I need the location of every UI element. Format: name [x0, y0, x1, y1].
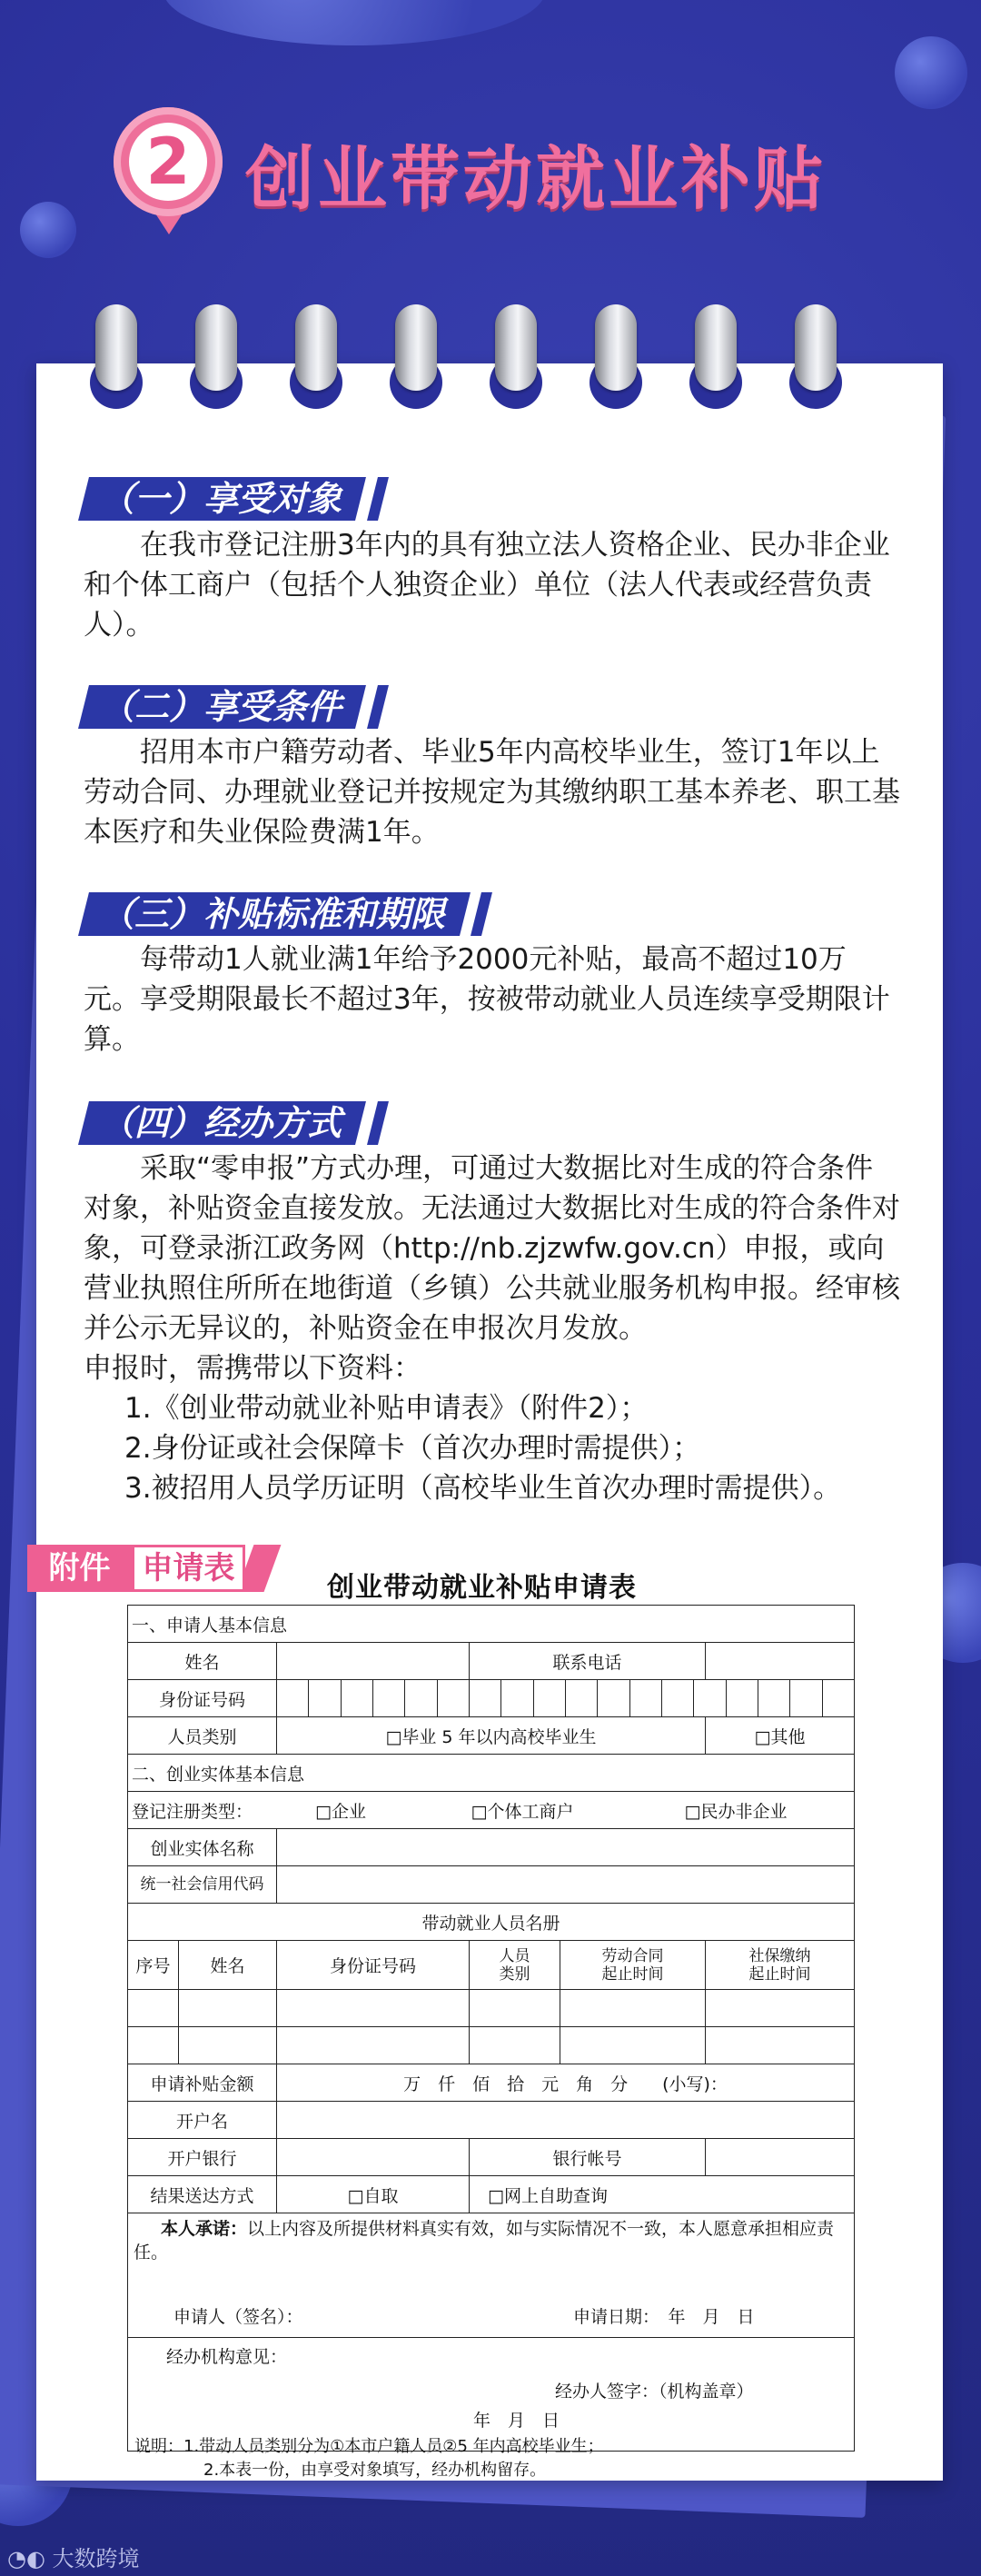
material-item: 3.被招用人员学历证明（高校毕业生首次办理时需提供）。 — [124, 1472, 842, 1505]
watermark-logo — [7, 2541, 140, 2572]
apply-date[interactable]: 申请日期： 年 月 日 — [573, 2307, 755, 2327]
reg-type-row — [128, 1792, 855, 1829]
agent-signature[interactable]: 经办人签字：（机构盖章） — [555, 2382, 754, 2402]
binder-ring-icon — [795, 304, 837, 409]
materials-intro: 申报时，需携带以下资料： — [84, 1352, 421, 1385]
note-line: 2.本表一份，由享受对象填写，经办机构留存。 — [203, 2461, 547, 2480]
entity-name-field[interactable] — [277, 1829, 855, 1866]
agency-cell — [128, 2338, 855, 2452]
name-field[interactable] — [277, 1643, 470, 1680]
promise-cell — [128, 2213, 855, 2338]
pickup-checkbox[interactable]: □自取 — [277, 2176, 470, 2213]
binder-ring-icon — [395, 304, 437, 409]
col-header: 劳动合同 起止时间 — [560, 1941, 706, 1990]
id-number-field[interactable] — [277, 1680, 855, 1717]
id-number-label: 身份证号码 — [128, 1680, 277, 1717]
binder-ring-icon — [495, 304, 537, 409]
note-line: 说明：1.带动人员类别分为①本市户籍人员②5 年内高校毕业生； — [134, 2437, 604, 2456]
roster-heading: 带动就业人员名册 — [128, 1904, 855, 1941]
form-title: 创业带动就业补贴申请表 — [327, 1572, 637, 1604]
table-row[interactable] — [128, 2027, 855, 2064]
binder-ring-icon — [295, 304, 337, 409]
section-number: 2 — [129, 123, 207, 201]
binder-ring-icon — [695, 304, 737, 409]
binder-ring-icon — [595, 304, 637, 409]
agency-opinion-label: 经办机构意见： — [166, 2347, 288, 2367]
section-body-3: 每带动1人就业满1年给予2000元补贴，最高不超过10万元。享受期限最长不超过3年，按被带动就业人员连续享受期限计算。 — [84, 943, 890, 1056]
account-no-field[interactable] — [706, 2139, 855, 2176]
form-section-1: 一、申请人基本信息 — [128, 1606, 855, 1643]
bank-field[interactable] — [277, 2139, 470, 2176]
page: 2 创业带动就业补贴 （一）享受对象 在我市登记注册3年内的具有独立法人资格企业、民办非企业和个体工商户（包括个人独资企业）单位（法人代表或经营负责人）。 （二）享受条件 招用本市户籍劳动者、毕业5年内高校毕业生，签订1年以上劳动合同、办理就业登记并按规定为其缴纳职工基本养老、职工基本医疗和失业保险费满1年。 （三）补贴标准和期限 每带动1人就业满1年给予2000元补贴，最高不超过10万元。享受期限最长不超过3年，按被带动就业人员连续享受期限计算。 （四）经办方式 采取“零申报”方式办理，可通过大数据比对生成的符合条件对象，补贴资金直接发放。无法通过大数据比对生成的符合条件对象，可登录浙江政务网（http://nb.zjzwfw.gov.cn）申报，或向营业执照住所所在地街道（乡镇）公共就业服务机构申报。经审核并公示无异议的，补贴资金在申报次月发放。 申报时，需携带以下资料： 1.《创业带动就业补贴申请表》（附件2）； 2.身份证或社会保障卡（首次办理时需提供）； 3.被招用人员学历证明（高校毕业生首次办理时需提供）。 附件 申请表 创业带动就业补贴申请表 一、申请人基本信息 姓名 联系电话 身份证号码 人员类别 □毕业 5 年以内高校毕业生 □其他 二、创业实体基本信息 登记注册类型： □企业 □个体工商户 □民办非企业 创业实体名称 统一社会信用代码 带动就业人员名册 序号 姓名 身份证号码 人员 类别 劳动合同 起止时间 社保缴纳 起止时间 申请补贴金额 万 仟 佰 拾 元 角 分 (小写)： 开户名 开户银行 银行帐号 结果送达方式 □自取 □网上自助查询 本人承诺：以上内容及所提供材料真实有效，如与实际情况不一致，本人愿意承担相应责任。 申请人（签名）： 申请日期： 年 月 日 经办机构意见： 经办人签字：（机构盖章） 年 月 日 说明：1.带动人员类别分为①本市户籍人员②5 年内高校毕业生； 2.本表一份，由享受对象填写，经办机构留存。 ◔◐ 大数跨境 — [0, 0, 981, 2576]
section-body-2: 招用本市户籍劳动者、毕业5年内高校毕业生，签订1年以上劳动合同、办理就业登记并按规定为其缴纳职工基本养老、职工基本医疗和失业保险费满1年。 — [84, 736, 900, 849]
amount-field[interactable]: 万 仟 佰 拾 元 角 分 (小写)： — [277, 2064, 855, 2102]
section-body-1: 在我市登记注册3年内的具有独立法人资格企业、民办非企业和个体工商户（包括个人独资企业）单位（法人代表或经营负责人）。 — [84, 529, 890, 642]
amount-label: 申请补贴金额 — [128, 2064, 277, 2102]
enterprise-checkbox[interactable]: □企业 — [315, 1801, 366, 1822]
name-label: 姓名 — [128, 1643, 277, 1680]
page-title: 创业带动就业补贴 — [245, 138, 827, 219]
col-header: 序号 — [128, 1941, 179, 1990]
number-pin-icon — [109, 107, 232, 230]
promise-label: 本人承诺： — [161, 2219, 248, 2239]
col-header: 社保缴纳 起止时间 — [706, 1941, 855, 1990]
account-no-label: 银行帐号 — [470, 2139, 706, 2176]
reg-type-label: 登记注册类型： — [132, 1801, 253, 1822]
decor-bubble — [895, 36, 967, 109]
watermark-icon: ◔◐ — [7, 2546, 53, 2571]
entity-name-label: 创业实体名称 — [128, 1829, 277, 1866]
delivery-label: 结果送达方式 — [128, 2176, 277, 2213]
credit-code-label: 统一社会信用代码 — [128, 1866, 277, 1904]
account-name-field[interactable] — [277, 2102, 855, 2139]
account-name-label: 开户名 — [128, 2102, 277, 2139]
header — [109, 107, 890, 234]
individual-business-checkbox[interactable]: □个体工商户 — [471, 1801, 574, 1822]
section-body-4: 采取“零申报”方式办理，可通过大数据比对生成的符合条件对象，补贴资金直接发放。无法通过大数据比对生成的符合条件对象，可登录浙江政务网（http://nb.zjzwfw.gov.cn）申报，或向营业执照住所所在地街道（乡镇）公共就业服务机构申报。经审核并公示无异议的，补贴资金在申报次月发放。 申报时，需携带以下资料： 1.《创业带动就业补贴申请表》（附件2）； 2.身份证或社会保障卡（首次办理时需提供）； 3.被招用人员学历证明（高校毕业生首次办理时需提供）。 — [84, 1149, 901, 1508]
binder-ring-icon — [95, 304, 137, 409]
form-notes — [134, 2435, 604, 2482]
promise-text: 以上内容及所提供材料真实有效，如与实际情况不一致，本人愿意承担相应责任。 — [134, 2219, 835, 2263]
agency-date[interactable]: 年 月 日 — [473, 2411, 560, 2431]
col-header: 身份证号码 — [277, 1941, 470, 1990]
graduate-checkbox[interactable]: □毕业 5 年以内高校毕业生 — [277, 1717, 706, 1755]
applicant-signature[interactable]: 申请人（签名）： — [173, 2307, 303, 2327]
online-query-checkbox[interactable]: □网上自助查询 — [470, 2176, 855, 2213]
application-form — [127, 1605, 855, 2452]
phone-label: 联系电话 — [470, 1643, 706, 1680]
decor-bubble — [164, 0, 545, 45]
col-header: 人员 类别 — [470, 1941, 560, 1990]
form-section-2: 二、创业实体基本信息 — [128, 1755, 855, 1792]
col-header: 姓名 — [179, 1941, 277, 1990]
other-checkbox[interactable]: □其他 — [706, 1717, 855, 1755]
bank-label: 开户银行 — [128, 2139, 277, 2176]
binder-ring-icon — [195, 304, 237, 409]
person-type-label: 人员类别 — [128, 1717, 277, 1755]
decor-bubble — [20, 202, 76, 258]
phone-field[interactable] — [706, 1643, 855, 1680]
watermark-text: 大数跨境 — [52, 2546, 140, 2571]
private-nonprofit-checkbox[interactable]: □民办非企业 — [684, 1801, 788, 1822]
material-item: 2.身份证或社会保障卡（首次办理时需提供）； — [124, 1432, 701, 1465]
material-item: 1.《创业带动就业补贴申请表》（附件2）； — [124, 1392, 649, 1425]
table-row[interactable] — [128, 1990, 855, 2027]
credit-code-field[interactable] — [277, 1866, 855, 1904]
